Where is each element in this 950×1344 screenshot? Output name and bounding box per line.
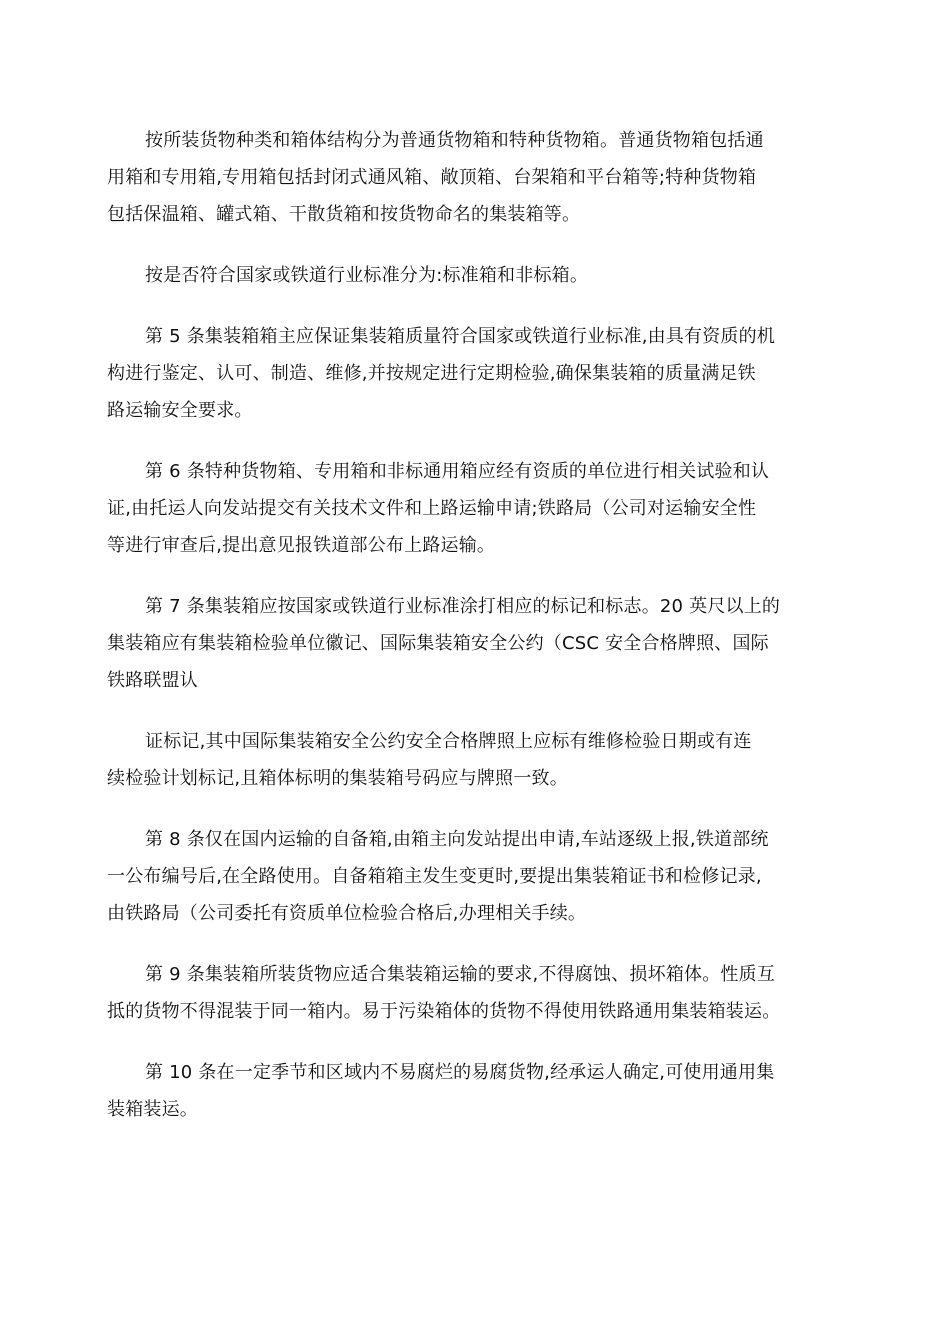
paragraph-article-7: 第 7 条集装箱应按国家或铁道行业标准涂打相应的标记和标志。20 英尺以上的 集装箱应有集装箱检验单位徽记、国际集装箱安全公约（CSC 安全合格牌照、国际 铁路联盟认: [107, 596, 781, 691]
paragraph-standard-classification: 按是否符合国家或铁道行业标准分为:标准箱和非标箱。: [145, 265, 589, 286]
paragraph-article-7-continued: 证标记,其中国际集装箱安全公约安全合格牌照上应标有维修检验日期或有连 续检验计划标记,且箱体标明的集装箱号码应与牌照一致。: [107, 731, 752, 789]
document-body: [107, 122, 852, 1152]
paragraph-article-6: 第 6 条特种货物箱、专用箱和非标通用箱应经有资质的单位进行相关试验和认 证,由托运人向发站提交有关技术文件和上路运输申请;铁路局（公司对运输安全性 等进行审查后,提出意见报铁道部公布上路运输。: [107, 461, 770, 556]
paragraph-article-5: 第 5 条集装箱箱主应保证集装箱质量符合国家或铁道行业标准,由具有资质的机 构进行鉴定、认可、制造、维修,并按规定进行定期检验,确保集装箱的质量满足铁 路运输安全要求。: [107, 326, 776, 421]
paragraph-article-9: 第 9 条集装箱所装货物应适合集装箱运输的要求,不得腐蚀、损坏箱体。性质互 抵的货物不得混装于同一箱内。易于污染箱体的货物不得使用铁路通用集装箱装运。: [107, 964, 781, 1022]
paragraph-article-10: 第 10 条在一定季节和区域内不易腐烂的易腐货物,经承运人确定,可使用通用集 装箱装运。: [107, 1062, 775, 1120]
paragraph-cargo-classification: 按所装货物种类和箱体结构分为普通货物箱和特种货物箱。普通货物箱包括通 用箱和专用箱,专用箱包括封闭式通风箱、敞顶箱、台架箱和平台箱等;特种货物箱 包括保温箱、罐式箱、干散货箱和按货物命名的集装箱等。: [107, 130, 764, 225]
paragraph-article-8: 第 8 条仅在国内运输的自备箱,由箱主向发站提出申请,车站逐级上报,铁道部统 一公布编号后,在全路使用。自备箱箱主发生变更时,要提出集装箱证书和检修记录, 由铁路局（公司委托有资质单位检验合格后,办理相关手续。: [107, 829, 769, 924]
